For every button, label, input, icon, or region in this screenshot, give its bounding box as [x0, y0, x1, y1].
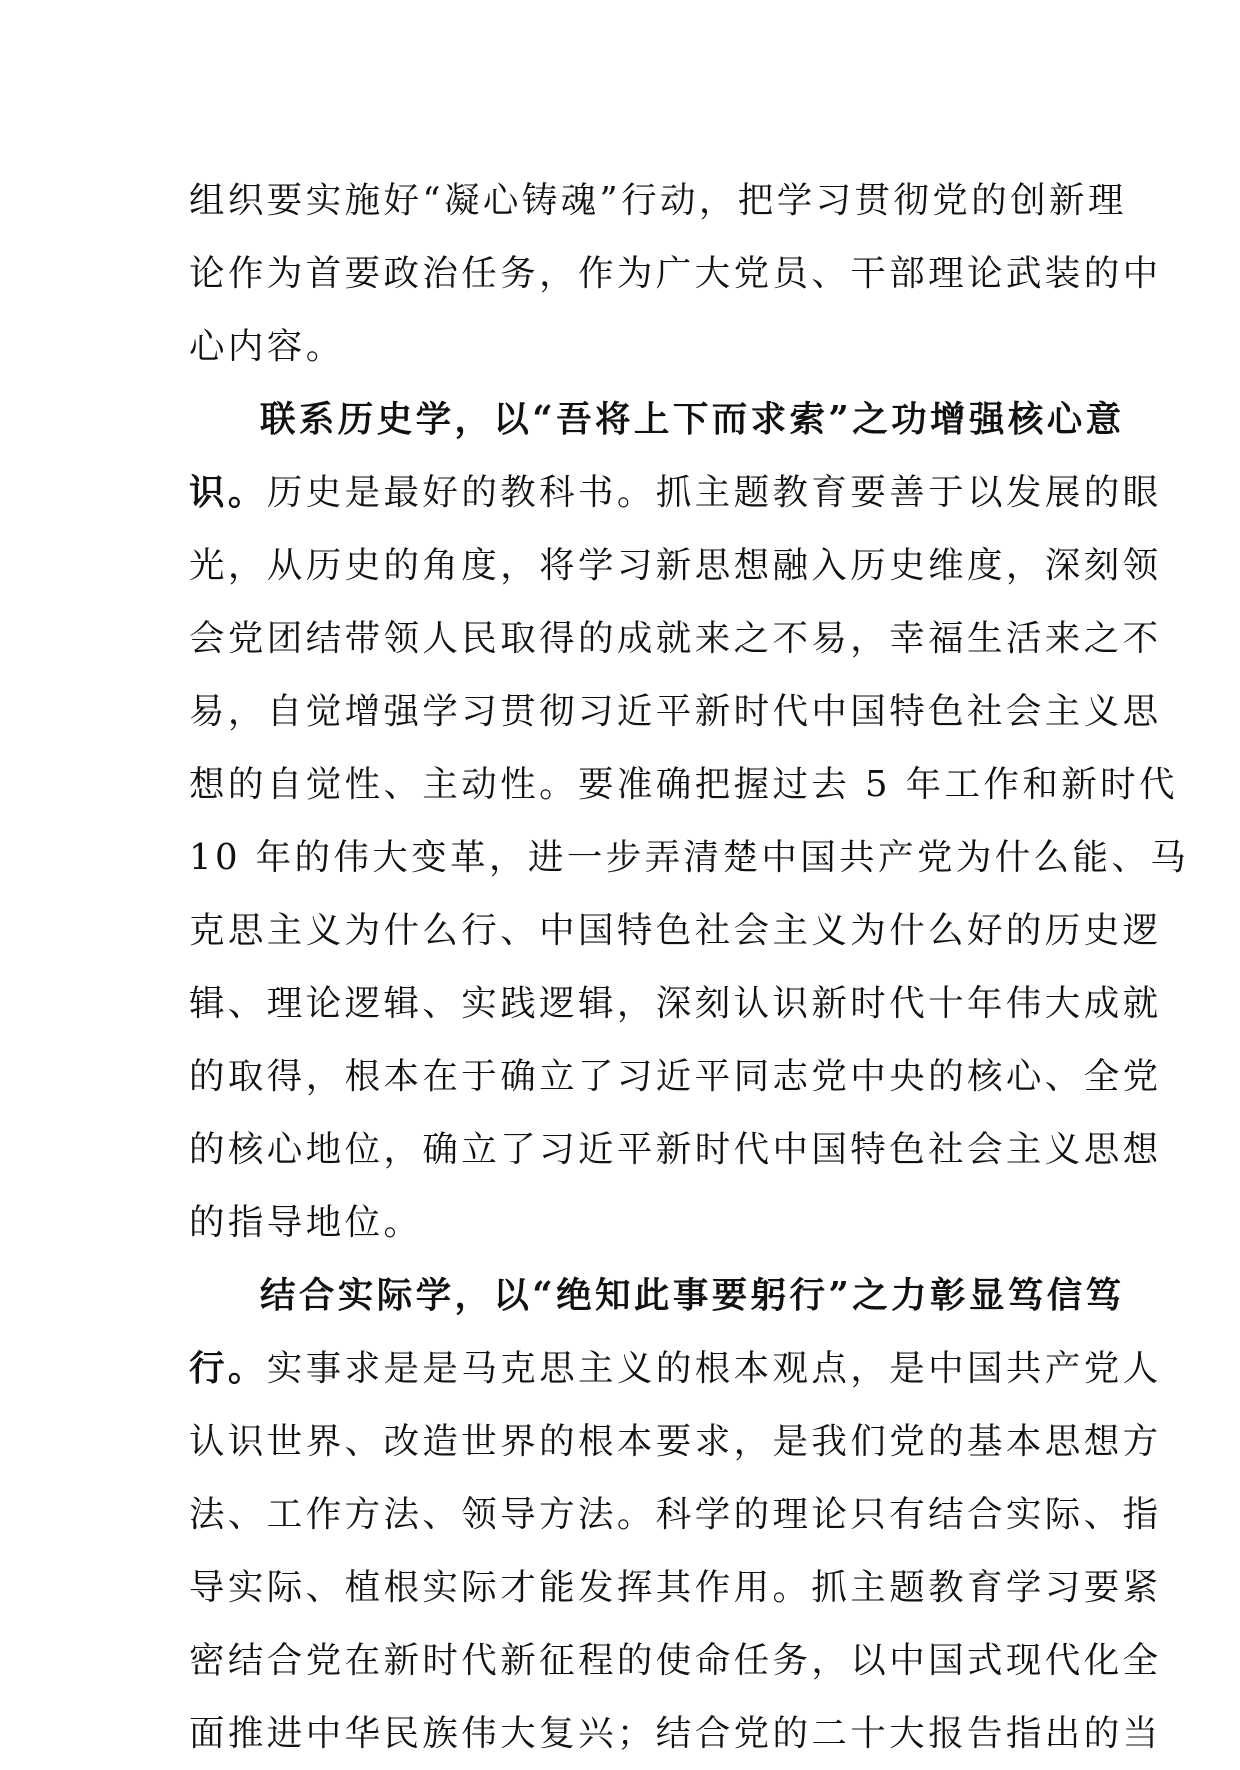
text-line: 光，从历史的角度，将学习新思想融入历史维度，深刻领: [189, 545, 1162, 586]
text-line: 10 年的伟大变革，进一步弄清楚中国共产党为什么能、马: [189, 837, 1190, 878]
text-line: 组织要实施好“凝心铸魂”行动，把学习贯彻党的创新理: [189, 180, 1127, 221]
text-line: 的指导地位。: [189, 1202, 423, 1243]
text-line: 易，自觉增强学习贯彻习近平新时代中国特色社会主义思: [189, 691, 1162, 732]
paragraph-2: [189, 383, 1190, 1259]
text-line: [189, 1332, 1162, 1405]
text-line: 会党团结带领人民取得的成就来之不易，幸福生活来之不: [189, 618, 1162, 659]
text-line: 面推进中华民族伟大复兴；结合党的二十大报告指出的当: [189, 1713, 1162, 1754]
text-line: 密结合党在新时代新征程的使命任务，以中国式现代化全: [189, 1640, 1162, 1681]
text-line: 法、工作方法、领导方法。科学的理论只有结合实际、指: [189, 1494, 1162, 1535]
paragraph-1: [189, 164, 1162, 383]
section-heading-tail: 识。: [189, 472, 267, 513]
text-line: 想的自觉性、主动性。要准确把握过去 5 年工作和新时代: [189, 764, 1178, 805]
section-heading: 联系历史学，以“吾将上下而求索”之功增强核心意: [260, 399, 1125, 440]
text-line: [189, 456, 1162, 529]
text-line: 的核心地位，确立了习近平新时代中国特色社会主义思想: [189, 1129, 1162, 1170]
section-heading-tail: 行。: [189, 1348, 267, 1389]
text-line-rest: 实事求是是马克思主义的根本观点，是中国共产党人: [266, 1348, 1162, 1389]
text-line: 的取得，根本在于确立了习近平同志党中央的核心、全党: [189, 1056, 1162, 1097]
text-line: 导实际、植根实际才能发挥其作用。抓主题教育学习要紧: [189, 1567, 1162, 1608]
text-line: 辑、理论逻辑、实践逻辑，深刻认识新时代十年伟大成就: [189, 983, 1162, 1024]
text-line-rest: 历史是最好的教科书。抓主题教育要善于以发展的眼: [266, 472, 1162, 513]
text-line: 论作为首要政治任务，作为广大党员、干部理论武装的中: [189, 253, 1162, 294]
paragraph-3: [189, 1259, 1162, 1770]
text-line: 心内容。: [189, 326, 345, 367]
text-line: 克思主义为什么行、中国特色社会主义为什么好的历史逻: [189, 910, 1162, 951]
section-heading: 结合实际学，以“绝知此事要躬行”之力彰显笃信笃: [260, 1275, 1125, 1316]
document-page: [189, 164, 1190, 1770]
text-line: 认识世界、改造世界的根本要求，是我们党的基本思想方: [189, 1421, 1162, 1462]
